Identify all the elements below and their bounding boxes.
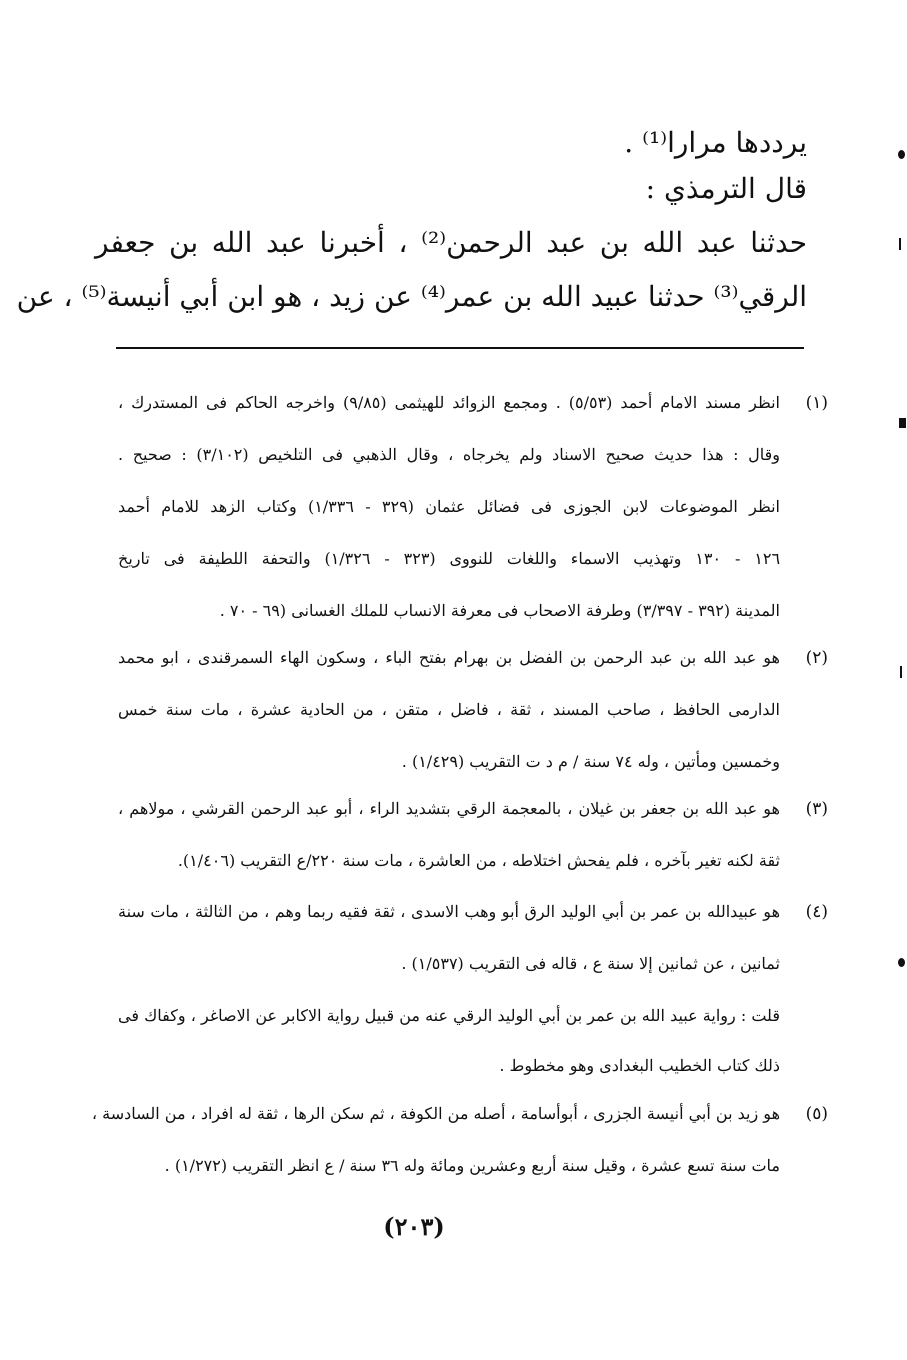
footnote-line: ١٢٦ - ١٣٠ وتهذيب الاسماء واللغات للنووى (٣٢٣ - ١/٣٢٦) والتحفة اللطيفة فى تاريخ [118, 549, 781, 568]
footnote-line: هو عبيدالله بن عمر بن أبي الوليد الرق أبو وهب الاسدى ، ثقة فقيه ربما وهم ، من الثالثة ، مات سنة [118, 902, 780, 921]
scan-mark [899, 418, 906, 428]
footnote-line: وخمسين ومأتين ، وله ٧٤ سنة / م د ت التقريب (١/٤٢٩) . [401, 752, 780, 771]
scan-mark [899, 238, 901, 250]
footnote-line: المدينة (٣٩٢ - ٣/٣٩٧) وطرفة الاصحاب فى معرفة الانساب للملك الغسانى (٦٩ - ٧٠ . [219, 601, 780, 620]
scan-mark [898, 150, 905, 159]
page-number: (٢٠٣) [383, 1212, 445, 1241]
footnote-line: قلت : رواية عبيد الله بن عمر بن أبي الوليد الرقي عنه من قبيل رواية الاكابر عن الاصاغر ، وكفاك فى [118, 1006, 781, 1025]
main-text-line-1: يرددها مرارا⁽¹⁾ . [624, 126, 807, 159]
footnote-line: مات سنة تسع عشرة ، وقيل سنة أربع وعشرين ومائة وله ٣٦ سنة / ع انظر التقريب (١/٢٧٢) . [164, 1156, 780, 1175]
footnote-number: (٤) [805, 902, 828, 922]
footnote-number: (٢) [805, 648, 828, 668]
footnote-line: انظر مسند الامام أحمد (٥/٥٣) . ومجمع الزوائد للهيثمى (٩/٨٥) واخرجه الحاكم فى المستدرك ، [118, 393, 780, 412]
footnote-line: ثمانين ، عن ثمانين إلا سنة ع ، قاله فى التقريب (١/٥٣٧) . [401, 954, 780, 973]
footnote-line: هو عبد الله بن عبد الرحمن بن الفضل بن بهرام بفتح الباء ، وسكون الهاء السمرقندى ، ابو محمد [118, 648, 780, 667]
footnote-number: (٣) [805, 799, 828, 819]
footnote-line: هو عبد الله بن جعفر بن غيلان ، بالمعجمة الرقي بتشديد الراء ، أبو عبد الرحمن القرشي ، مولاهم ، [118, 799, 780, 818]
main-text-line-4: الرقي⁽³⁾ حدثنا عبيد الله بن عمر⁽⁴⁾ عن زيد ، هو ابن أبي أنيسة⁽⁵⁾ ، عن [16, 280, 807, 313]
main-text-line-2: قال الترمذي : [645, 172, 807, 205]
scan-mark [900, 666, 902, 678]
footnote-line: ذلك كتاب الخطيب البغدادى وهو مخطوط . [499, 1056, 780, 1075]
footnote-number: (١) [805, 393, 828, 413]
main-text-line-3: حدثنا عبد الله بن عبد الرحمن⁽²⁾ ، أخبرنا عبد الله بن جعفر [95, 226, 807, 259]
footnote-line: ثقة لكنه تغير بآخره ، فلم يفحش اختلاطه ، من العاشرة ، مات سنة ٢٢٠/ع التقريب (١/٤٠٦). [177, 851, 780, 870]
footnote-number: (٥) [805, 1104, 828, 1124]
footnote-line: هو زيد بن أبي أنيسة الجزرى ، أبوأسامة ، أصله من الكوفة ، ثم سكن الرها ، ثقة له افراد ، من السادسة ، [91, 1104, 780, 1123]
scan-mark [898, 958, 905, 967]
footnote-separator [116, 347, 804, 349]
footnote-line: انظر الموضوعات لابن الجوزى فى فضائل عثمان (٣٢٩ - ١/٣٣٦) وكتاب الزهد للامام أحمد [118, 497, 780, 516]
footnote-line: وقال : هذا حديث صحيح الاسناد ولم يخرجاه ، وقال الذهبي فى التلخيص (٣/١٠٢) : صحيح . [118, 445, 780, 464]
footnote-line: الدارمى الحافظ ، صاحب المسند ، ثقة ، فاضل ، متقن ، من الحادية عشرة ، مات سنة خمس [118, 700, 780, 719]
